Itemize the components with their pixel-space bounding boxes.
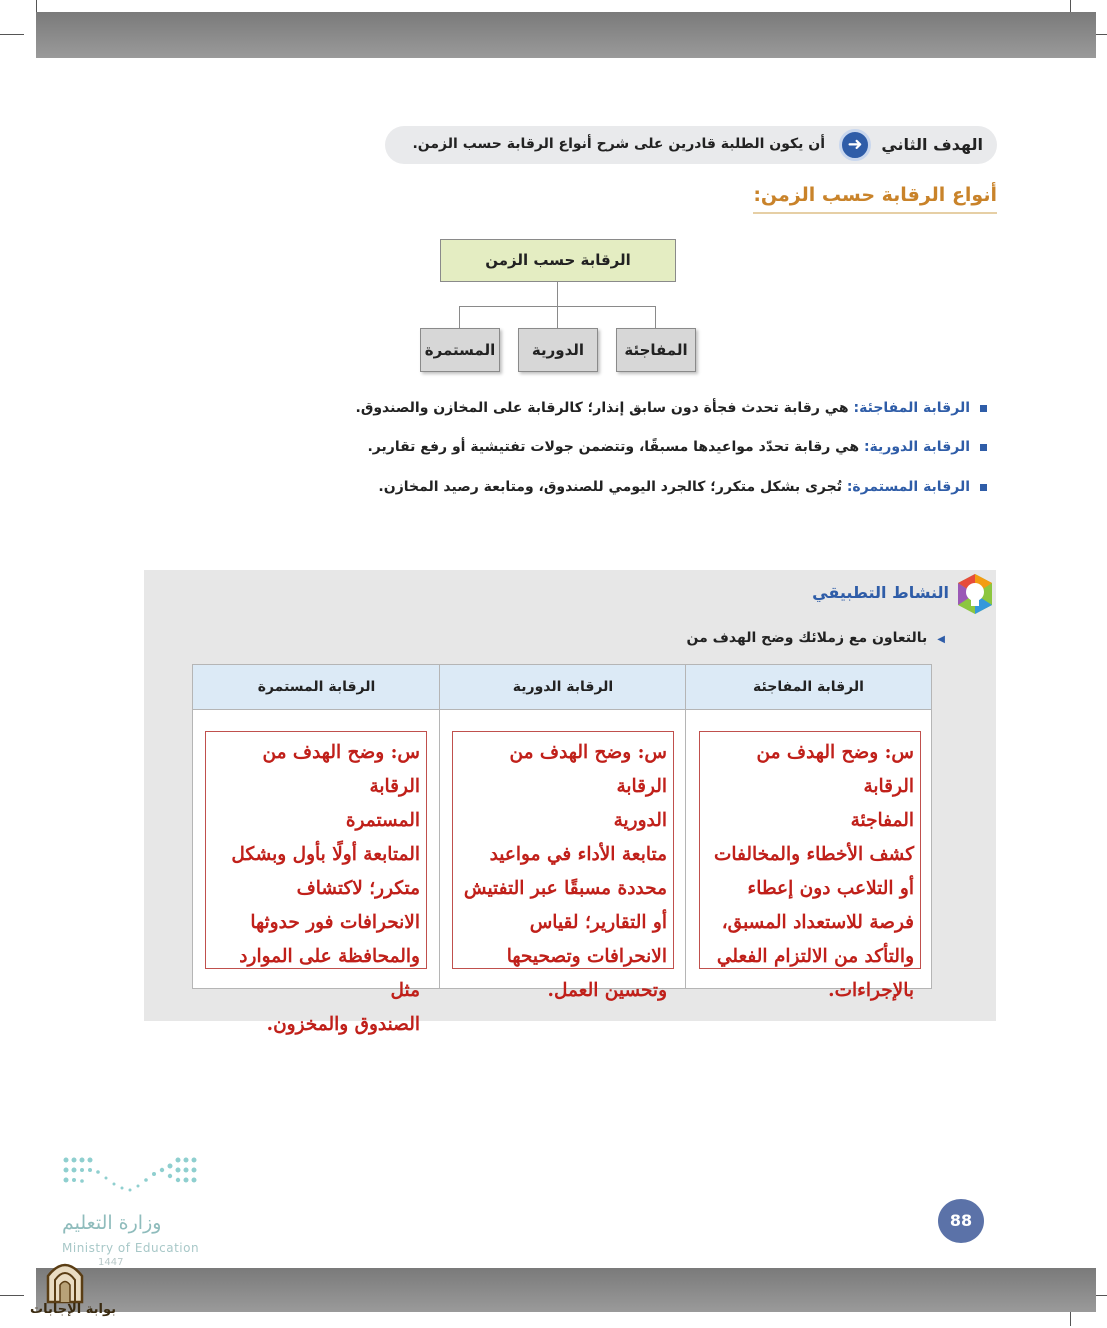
bullet-item <box>356 400 987 416</box>
ministry-name-en: Ministry of Education <box>62 1241 200 1255</box>
activity-title: النشاط التطبيقي <box>812 583 949 602</box>
diagram-connector <box>655 306 656 328</box>
arrow-left-icon: ➜ <box>839 129 871 161</box>
bullet-item <box>367 439 987 455</box>
bullet-desc: هي رقابة تحدث فجأة دون سابق إنذار؛ كالرقابة على المخازن والصندوق. <box>355 400 854 416</box>
activity-instruction <box>687 630 946 646</box>
column-divider <box>439 665 440 988</box>
watermark-text: بوابة الإجابات <box>30 1302 116 1317</box>
header-band <box>36 12 1096 58</box>
answer-cell: س: وضح الهدف من الرقابة المفاجئة كشف الأخطاء والمخالفات أو التلاعب دون إعطاء فرصة للاستعداد المسبق، والتأكد من الالتزام الفعلي بالإجراءات. <box>699 731 921 969</box>
bullet-square-icon <box>980 444 987 451</box>
diagram-connector <box>459 306 460 328</box>
table-header: الرقابة الدورية <box>440 665 686 710</box>
ministry-year: 1447 <box>98 1257 124 1268</box>
table-header: الرقابة المستمرة <box>193 665 440 710</box>
answer-cell: س: وضح الهدف من الرقابة الدورية متابعة الأداء في مواعيد محددة مسبقًا عبر التفتيش أو التقارير؛ لقياس الانحرافات وتصحيحها وتحسين العمل. <box>452 731 674 969</box>
diagram-connector <box>557 306 558 328</box>
ministry-name-ar: وزارة التعليم <box>62 1212 162 1234</box>
footer-band <box>36 1268 1096 1312</box>
bullet-term: الرقابة المفاجئة: <box>853 400 970 416</box>
crop-mark <box>0 34 24 35</box>
goal-label: الهدف الثاني <box>881 135 983 154</box>
goal-banner <box>385 126 997 164</box>
lightbulb-hexagon-icon <box>955 572 995 616</box>
ministry-dots-logo <box>60 1154 200 1198</box>
triangle-left-icon: ◀ <box>937 634 945 645</box>
bullet-term: الرقابة المستمرة: <box>846 479 970 495</box>
crop-mark <box>0 1295 24 1296</box>
diagram-node-continuous: المستمرة <box>420 328 500 372</box>
table-header: الرقابة المفاجئة <box>686 665 931 710</box>
diagram-node-periodic: الدورية <box>518 328 598 372</box>
bullet-desc: هي رقابة تحدّد مواعيدها مسبقًا، وتتضمن جولات تفتيشية أو رفع تقارير. <box>367 439 864 455</box>
bullet-term: الرقابة الدورية: <box>863 439 970 455</box>
diagram-node-sudden: المفاجئة <box>616 328 696 372</box>
column-divider <box>685 665 686 988</box>
bullet-square-icon <box>980 405 987 412</box>
diagram-connector <box>557 282 558 306</box>
diagram-root: الرقابة حسب الزمن <box>440 239 676 282</box>
bullet-item <box>378 479 987 495</box>
instruction-text: بالتعاون مع زملائك وضح الهدف من <box>686 630 928 646</box>
mosque-arch-icon <box>44 1258 86 1304</box>
bullet-square-icon <box>980 484 987 491</box>
answer-cell: س: وضح الهدف من الرقابة المستمرة المتابعة أولًا بأول وبشكل متكرر؛ لاكتشاف الانحرافات فور حدوثها والمحافظة على الموارد مثل الصندوق والمخزون. <box>205 731 427 969</box>
bullet-desc: تُجرى بشكل متكرر؛ كالجرد اليومي للصندوق، ومتابعة رصيد المخازن. <box>378 479 847 495</box>
page-number: 88 <box>938 1199 984 1243</box>
goal-text: أن يكون الطلبة قادرين على شرح أنواع الرقابة حسب الزمن. <box>412 136 825 152</box>
section-title: أنواع الرقابة حسب الزمن: <box>753 184 997 214</box>
activity-table <box>192 664 932 1035</box>
